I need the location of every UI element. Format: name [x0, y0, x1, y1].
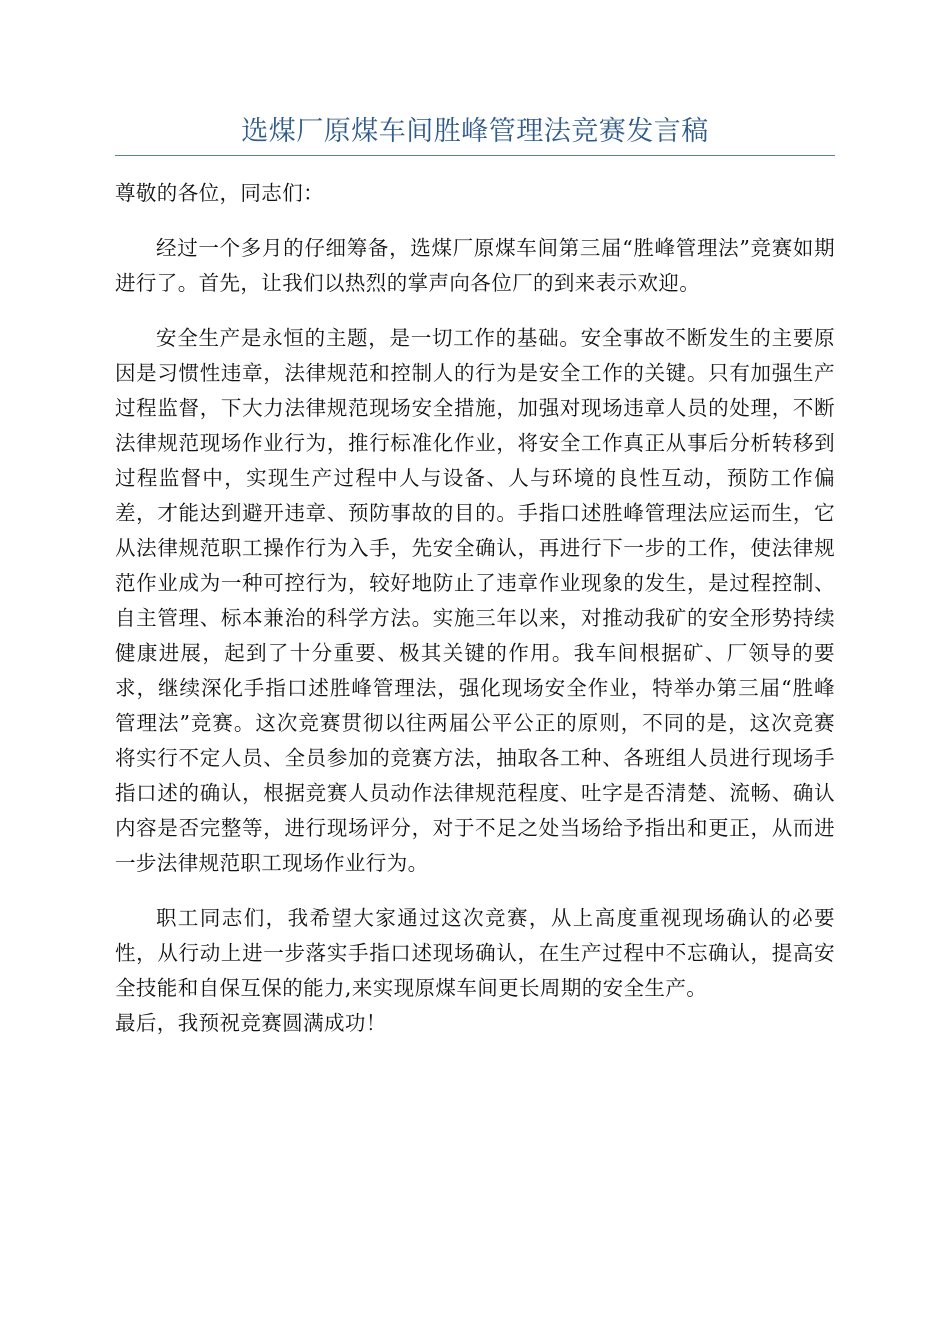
paragraph-safety: 安全生产是永恒的主题，是一切工作的基础。安全事故不断发生的主要原因是习惯性违章，法律规范和控制人的行为是安全工作的关键。只有加强生产过程监督，下大力法律规范现场安全措施，加强对现场违章人员的处理，不断法律规范现场作业行为，推行标准化作业，将安全工作真正从事后分析转移到过程监督中，实现生产过程中人与设备、人与环境的良性互动，预防工作偏差，才能达到避开违章、预防事故的目的。手指口述胜峰管理法应运而生，它从法律规范职工操作行为入手，先安全确认，再进行下一步的工作，使法律规范作业成为一种可控行为，较好地防止了违章作业现象的发生，是过程控制、自主管理、标本兼治的科学方法。实施三年以来，对推动我矿的安全形势持续健康进展，起到了十分重要、极其关键的作用。我车间根据矿、厂领导的要求，继续深化手指口述胜峰管理法，强化现场安全作业，特举办第三届“胜峰管理法”竞赛。这次竞赛贯彻以往两届公平公正的原则，不同的是，这次竞赛将实行不定人员、全员参加的竞赛方法，抽取各工种、各班组人员进行现场手指口述的确认，根据竞赛人员动作法律规范程度、吐字是否清楚、流畅、确认内容是否完整等，进行现场评分，对于不足之处当场给予指出和更正，从而进一步法律规范职工现场作业行为。: [115, 326, 835, 875]
document-body: [115, 176, 835, 1061]
paragraph-appeal: 职工同志们，我希望大家通过这次竞赛，从上高度重视现场确认的必要性，从行动上进一步落实手指口述现场确认，在生产过程中不忘确认，提高安全技能和自保互保的能力,来实现原煤车间更长周期的安全生产。: [115, 906, 835, 1000]
paragraph-intro: 经过一个多月的仔细筹备，选煤厂原煤车间第三届“胜峰管理法”竞赛如期进行了。首先，让我们以热烈的掌声向各位厂的到来表示欢迎。: [115, 236, 835, 295]
document-title: 选煤厂原煤车间胜峰管理法竞赛发言稿: [241, 116, 709, 147]
title-underline: [115, 155, 835, 156]
closing-wish: 最后，我预祝竞赛圆满成功！: [115, 1011, 387, 1035]
salutation: 尊敬的各位，同志们：: [115, 181, 324, 205]
